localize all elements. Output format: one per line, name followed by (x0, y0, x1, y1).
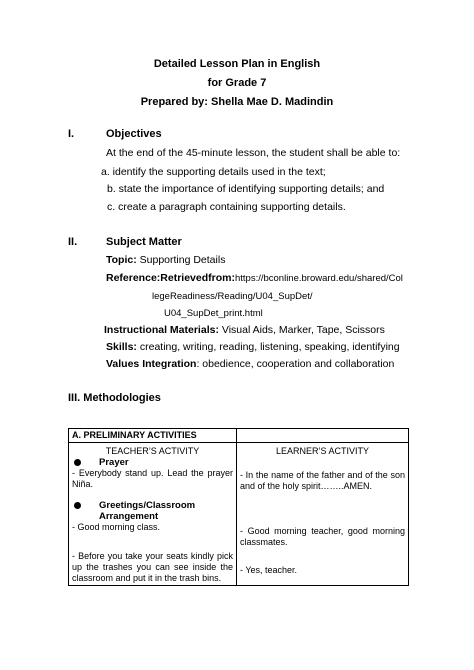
learner-activity-cell (237, 443, 409, 586)
section-2-numeral: II. (68, 236, 78, 248)
greetings-label-line-1: Greetings/Classroom (99, 500, 196, 511)
section-1-numeral: I. (68, 128, 75, 140)
objective-a: a. identify the supporting details used in the text; (101, 166, 326, 178)
prayer-teacher-text: - Everybody stand up. Lead the prayer Niña. (72, 468, 233, 489)
topic-line (106, 254, 225, 267)
reference-url-part-1: https://bconline.broward.edu/shared/Col (234, 273, 403, 284)
skills-value: creating, writing, reading, listening, speaking, identifying (139, 341, 400, 353)
objective-c: c. create a paragraph containing supporting details. (107, 201, 346, 213)
greetings-learner-text: - Good morning teacher, good morning classmates. (240, 526, 405, 547)
table-title-row (69, 429, 409, 443)
materials-value: Visual Aids, Marker, Tape, Scissors (221, 324, 385, 336)
section-3-heading: III. Methodologies (68, 392, 161, 404)
seats-learner-text: - Yes, teacher. (240, 565, 298, 575)
greetings-label-line-2: Arrangement (99, 511, 159, 522)
materials-label: Instructional Materials: (104, 324, 219, 336)
greetings-label (99, 500, 195, 522)
materials-line (104, 324, 385, 337)
reference-url-part-3: U04_SupDet_print.html (164, 308, 263, 319)
prayer-item (72, 457, 233, 468)
topic-label: Topic: (106, 254, 137, 266)
seats-teacher-text: - Before you take your seats kindly pick up the trashes you can see inside the classroom and put it in the trash bins. (72, 551, 233, 583)
values-line (106, 358, 394, 371)
reference-label: Reference:Retrievedfrom: (106, 272, 235, 284)
teacher-activity-header: TEACHER’S ACTIVITY (105, 446, 200, 456)
bullet-icon (74, 502, 81, 509)
document-title: Detailed Lesson Plan in English (153, 58, 321, 70)
greetings-teacher-text: - Good morning class. (72, 522, 161, 532)
reference-url-part-2: legeReadiness/Reading/U04_SupDet/ (152, 291, 313, 302)
skills-line (106, 341, 400, 354)
skills-label: Skills: (106, 341, 137, 353)
reference-line (106, 272, 403, 285)
objectives-intro: At the end of the 45-minute lesson, the student shall be able to: (106, 147, 401, 159)
topic-value: Supporting Details (139, 254, 226, 266)
values-label: Values Integration (106, 358, 197, 370)
objective-b: b. state the importance of identifying supporting details; and (107, 183, 385, 195)
greetings-item (72, 500, 233, 522)
section-2-heading: Subject Matter (106, 236, 182, 248)
preliminary-activities-table (68, 428, 409, 586)
section-1-heading: Objectives (106, 128, 162, 140)
bullet-icon (74, 459, 81, 466)
prayer-learner-text: - In the name of the father and of the son and of the holy spirit……..AMEN. (240, 470, 405, 491)
table-row (69, 443, 409, 586)
prayer-label: Prayer (99, 457, 129, 468)
values-value: : obedience, cooperation and collaboration (196, 358, 395, 370)
preliminary-activities-heading: A. PRELIMINARY ACTIVITIES (69, 429, 237, 443)
learner-activity-header: LEARNER’S ACTIVITY (275, 446, 370, 456)
teacher-activity-cell (69, 443, 237, 586)
empty-header-cell (237, 429, 409, 443)
prepared-by: Prepared by: Shella Mae D. Madindin (140, 96, 334, 108)
grade-line: for Grade 7 (207, 77, 267, 89)
